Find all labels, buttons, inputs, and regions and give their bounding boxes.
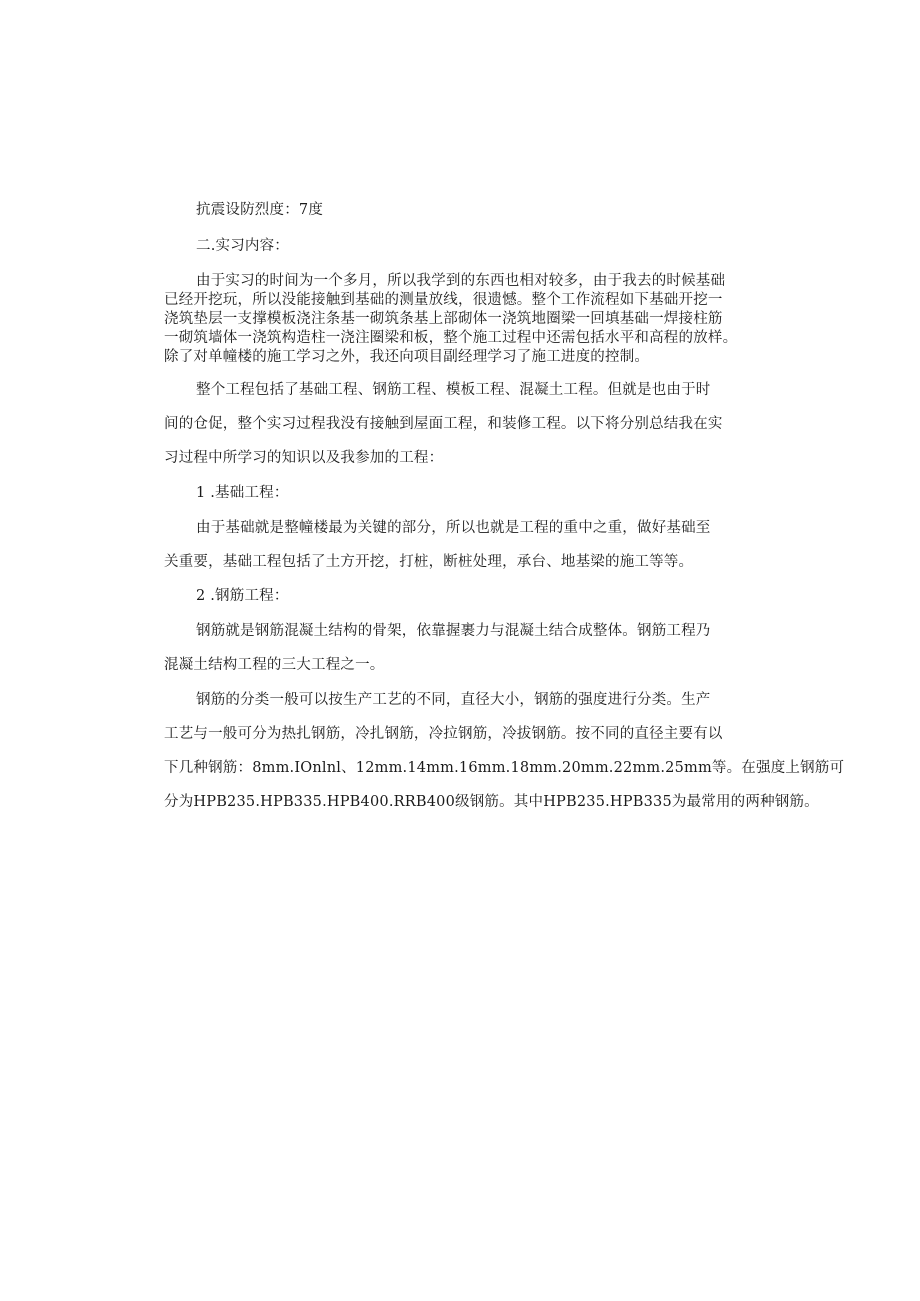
paragraph-line: 钢筋就是钢筋混凝土结构的骨架，依靠握裹力与混凝土结合成整体。钢筋工程乃 [196, 623, 711, 639]
paragraph-line: 分为HPB235.HPB335.HPB400.RRB400级钢筋。其中HPB235.HPB335为最常用的两种钢筋。 [164, 794, 819, 810]
paragraph-foundation [164, 518, 764, 572]
paragraph-line: 浇筑垫层一支撑模板浇注条基一砌筑条基上部砌体一浇筑地圈梁一回填基础一焊接柱筋 [164, 311, 723, 327]
paragraph-line: 下几种钢筋：8mm.IOnlnl、12mm.14mm.16mm.18mm.20mm.22mm.25mm等。在强度上钢筋可 [164, 760, 845, 776]
paragraph-workflow [164, 272, 764, 367]
paragraph-line: 由于基础就是整幢楼最为关键的部分，所以也就是工程的重中之重，做好基础至 [196, 520, 711, 536]
paragraph-line: 间的仓促，整个实习过程我没有接触到屋面工程，和装修工程。以下将分别总结我在实 [164, 416, 723, 432]
paragraph-line: 除了对单幢楼的施工学习之外，我还向项目副经理学习了施工进度的控制。 [164, 349, 650, 365]
paragraph-rebar-definition [164, 621, 764, 675]
paragraph-line: 习过程中所学习的知识以及我参加的工程： [164, 450, 444, 466]
seismic-intensity-line: 抗震设防烈度：7度 [196, 202, 324, 218]
paragraph-line: 由于实习的时间为一个多月，所以我学到的东西也相对较多，由于我去的时候基础 [196, 273, 726, 289]
paragraph-line: 关重要，基础工程包括了土方开挖，打桩，断桩处理，承台、地基梁的施工等等。 [164, 554, 694, 570]
paragraph-line: 一砌筑墙体一浇筑构造柱一浇注圈梁和板，整个施工过程中还需包括水平和高程的放样。 [164, 330, 738, 346]
heading-rebar-works: 2 .钢筋工程： [196, 588, 289, 604]
paragraph-line: 混凝土结构工程的三大工程之一。 [164, 657, 385, 673]
paragraph-line: 已经开挖玩，所以没能接触到基础的测量放线，很遗憾。整个工作流程如下基础开挖一 [164, 292, 723, 308]
paragraph-line: 整个工程包括了基础工程、钢筋工程、模板工程、混凝土工程。但就是也由于时 [196, 382, 711, 398]
document-body [164, 200, 845, 812]
paragraph-rebar-classification [164, 690, 845, 812]
heading-foundation-works: 1 .基础工程： [196, 485, 289, 501]
paragraph-line: 工艺与一般可分为热扎钢筋，冷扎钢筋，冷拉钢筋，冷拔钢筋。按不同的直径主要有以 [164, 726, 723, 742]
section-heading-internship-content: 二.实习内容： [196, 238, 290, 254]
paragraph-line: 钢筋的分类一般可以按生产工艺的不同，直径大小，钢筋的强度进行分类。生产 [196, 692, 711, 708]
paragraph-project-scope [164, 380, 764, 468]
